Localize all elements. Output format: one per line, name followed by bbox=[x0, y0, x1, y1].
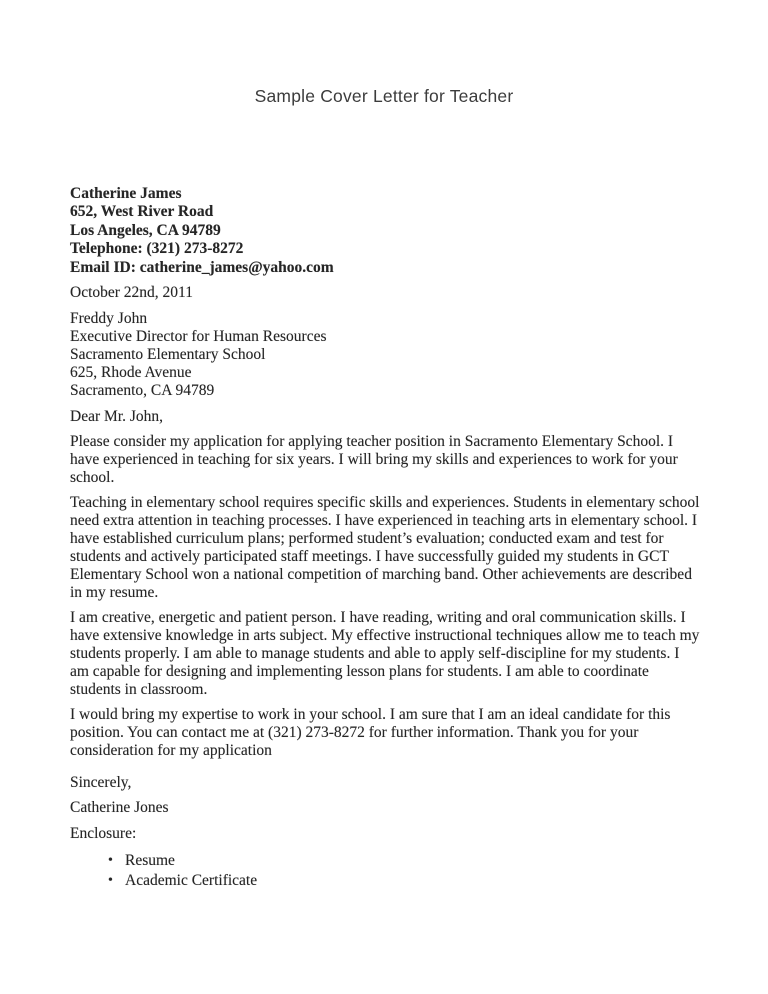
body-paragraph-3: I am creative, energetic and patient person. I have reading, writing and oral communication skills. I have extensive knowledge in arts subject. My effective instructional techniques allow me to teach my students properly. I am able to manage students and able to apply self-discipline for my students. I am capable for designing and implementing lesson plans for students. I am able to coordinate students in classroom. bbox=[70, 609, 700, 699]
recipient-organization: Sacramento Elementary School bbox=[70, 346, 266, 364]
body-paragraph-1: Please consider my application for applying teacher position in Sacramento Elementary School. I have experienced in teaching for six years. I will bring my skills and experiences to work for your school. bbox=[70, 433, 678, 487]
recipient-street: 625, Rhode Avenue bbox=[70, 364, 192, 382]
signature-name: Catherine Jones bbox=[70, 799, 169, 817]
sender-city: Los Angeles, CA 94789 bbox=[70, 221, 221, 239]
sender-name: Catherine James bbox=[70, 185, 182, 202]
sender-email: Email ID: catherine_james@yahoo.com bbox=[70, 258, 334, 276]
sender-street: 652, West River Road bbox=[70, 203, 214, 221]
closing: Sincerely, bbox=[70, 774, 132, 792]
recipient-city: Sacramento, CA 94789 bbox=[70, 382, 215, 400]
enclosure-item-resume: • Resume bbox=[108, 851, 702, 871]
enclosure-list bbox=[70, 851, 702, 890]
body-paragraph-4: I would bring my expertise to work in your school. I am sure that I am an ideal candidate for this position. You can contact me at (321) 273-8272 for further information. Thank you for your consideration for my application bbox=[70, 706, 671, 760]
salutation: Dear Mr. John, bbox=[70, 408, 163, 426]
enclosure-label: Enclosure: bbox=[70, 825, 137, 843]
enclosure-item-academic-certificate: • Academic Certificate bbox=[108, 871, 702, 891]
sender-telephone: Telephone: (321) 273-8272 bbox=[70, 240, 244, 258]
body-paragraph-2: Teaching in elementary school requires specific skills and experiences. Students in elementary school need extra attention in teaching processes. I have experienced in teaching arts in elementary school. I have established curriculum plans; performed student’s evaluation; conducted exam and test for students and actively participated staff meetings. I have successfully guided my students in GCT Elementary School won a national competition of marching band. Other achievements are described in my resume. bbox=[70, 494, 700, 602]
recipient-job-title: Executive Director for Human Resources bbox=[70, 328, 327, 346]
recipient-address-block bbox=[70, 310, 702, 400]
recipient-name: Freddy John bbox=[70, 310, 148, 328]
document-title: Sample Cover Letter for Teacher bbox=[254, 86, 514, 106]
letter-body bbox=[0, 185, 768, 890]
letter-date: October 22nd, 2011 bbox=[70, 284, 193, 302]
sender-address-block bbox=[70, 185, 702, 277]
